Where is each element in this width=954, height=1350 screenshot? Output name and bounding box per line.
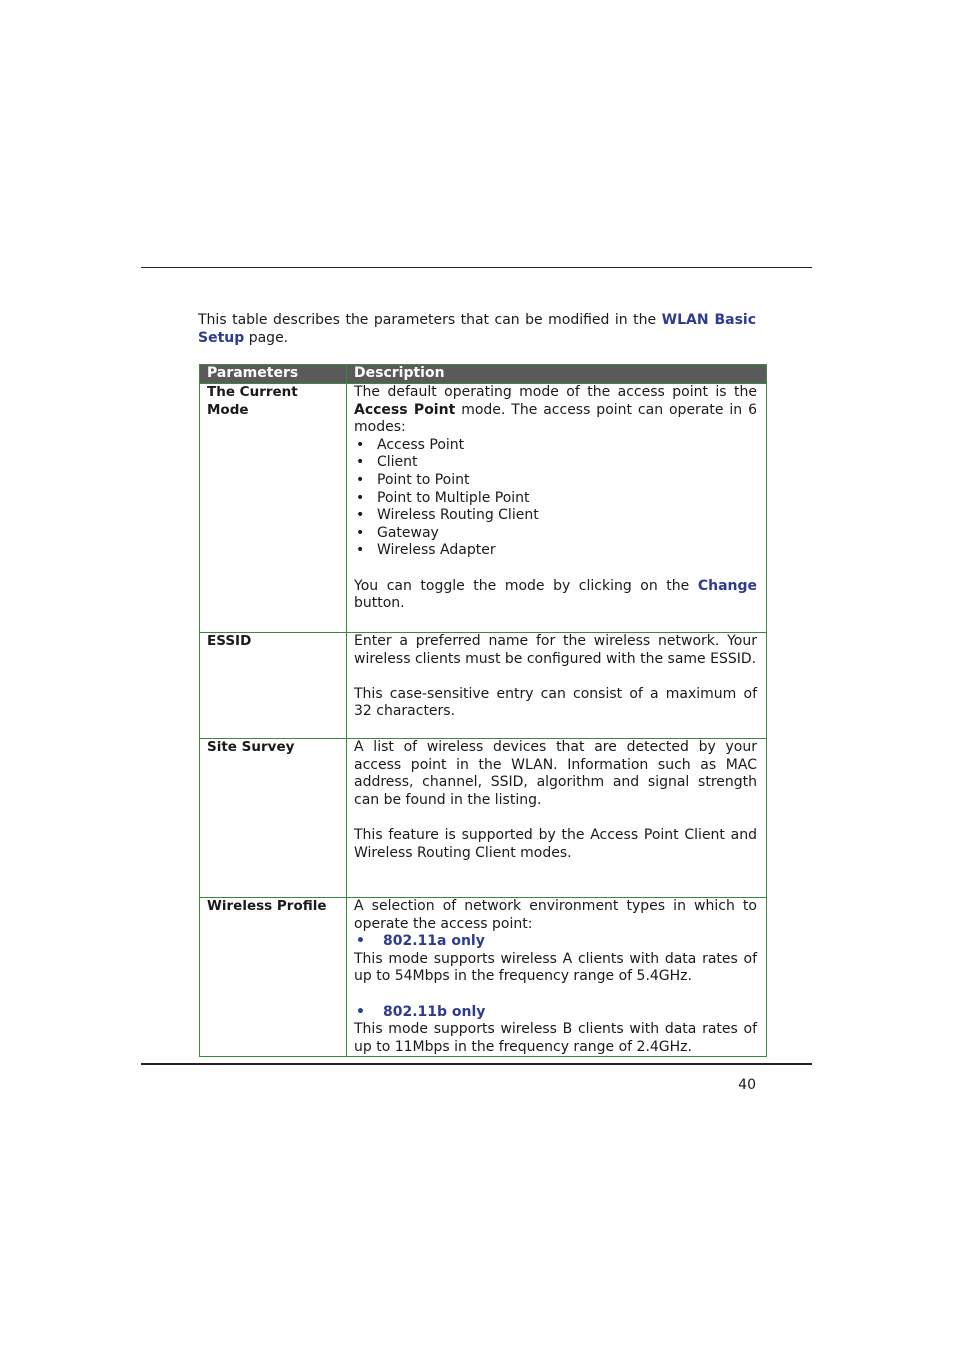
header-rule bbox=[141, 267, 812, 268]
table-row bbox=[200, 898, 767, 1057]
list-item: • Point to Multiple Point bbox=[354, 490, 757, 508]
param-current-mode: The Current Mode bbox=[200, 384, 347, 633]
footer-rule bbox=[141, 1063, 812, 1065]
profile-option-b-list bbox=[354, 1004, 757, 1022]
list-item: • Access Point bbox=[354, 437, 757, 455]
essid-p2: This case-sensitive entry can consist of a maximum of 32 characters. bbox=[354, 685, 757, 720]
wireless-profile-p1: A selection of network environment types in which to operate the access point: bbox=[354, 898, 757, 932]
header-parameters: Parameters bbox=[200, 365, 347, 384]
param-essid: ESSID bbox=[200, 633, 347, 739]
profile-option-a-desc: This mode supports wireless A clients with data rates of up to 54Mbps in the frequency range of 5.4GHz. bbox=[354, 950, 757, 985]
list-item: • Client bbox=[354, 454, 757, 472]
list-item: • Wireless Adapter bbox=[354, 542, 757, 560]
header-description: Description bbox=[347, 365, 767, 384]
site-survey-p2: This feature is supported by the Access Point Client and Wireless Routing Client modes. bbox=[354, 826, 757, 861]
essid-p1: Enter a preferred name for the wireless network. Your wireless clients must be configured with the same ESSID. bbox=[354, 633, 757, 667]
param-site-survey: Site Survey bbox=[200, 739, 347, 898]
profile-option-a-list bbox=[354, 933, 757, 951]
site-survey-p1: A list of wireless devices that are detected by your access point in the WLAN. Information such as MAC address, channel, SSID, algorithm and signal strength can be found in the listing. bbox=[354, 739, 757, 808]
list-item: • Wireless Routing Client bbox=[354, 507, 757, 525]
desc-site-survey bbox=[347, 739, 767, 898]
desc-essid bbox=[347, 633, 767, 739]
table-row bbox=[200, 384, 767, 633]
current-mode-intro: The default operating mode of the access point is the Access Point mode. The access point can operate in 6 modes: bbox=[354, 384, 757, 436]
change-button-link[interactable]: Change bbox=[697, 577, 757, 594]
table-row bbox=[200, 633, 767, 739]
toggle-text: You can toggle the mode by clicking on the Change button. bbox=[354, 577, 757, 612]
list-item: • Gateway bbox=[354, 525, 757, 543]
wlan-basic-setup-link[interactable]: WLAN Basic Setup bbox=[198, 312, 756, 346]
page-number: 40 bbox=[738, 1077, 756, 1093]
list-item: • Point to Point bbox=[354, 472, 757, 490]
profile-option-80211b[interactable]: • 802.11b only bbox=[354, 1004, 757, 1022]
profile-option-80211a[interactable]: • 802.11a only bbox=[354, 933, 757, 951]
table-header-row bbox=[200, 365, 767, 384]
access-point-bold: Access Point bbox=[354, 401, 456, 418]
modes-list bbox=[354, 437, 757, 560]
table-row bbox=[200, 739, 767, 898]
intro-text-end: page. bbox=[244, 330, 289, 346]
parameters-table bbox=[199, 364, 767, 1057]
profile-option-b-desc: This mode supports wireless B clients with data rates of up to 11Mbps in the frequency range of 2.4GHz. bbox=[354, 1021, 757, 1055]
param-wireless-profile: Wireless Profile bbox=[200, 898, 347, 1057]
intro-text: This table describes the parameters that can be modified in the bbox=[198, 312, 662, 328]
desc-wireless-profile bbox=[347, 898, 767, 1057]
intro-paragraph bbox=[198, 311, 756, 347]
desc-current-mode bbox=[347, 384, 767, 633]
